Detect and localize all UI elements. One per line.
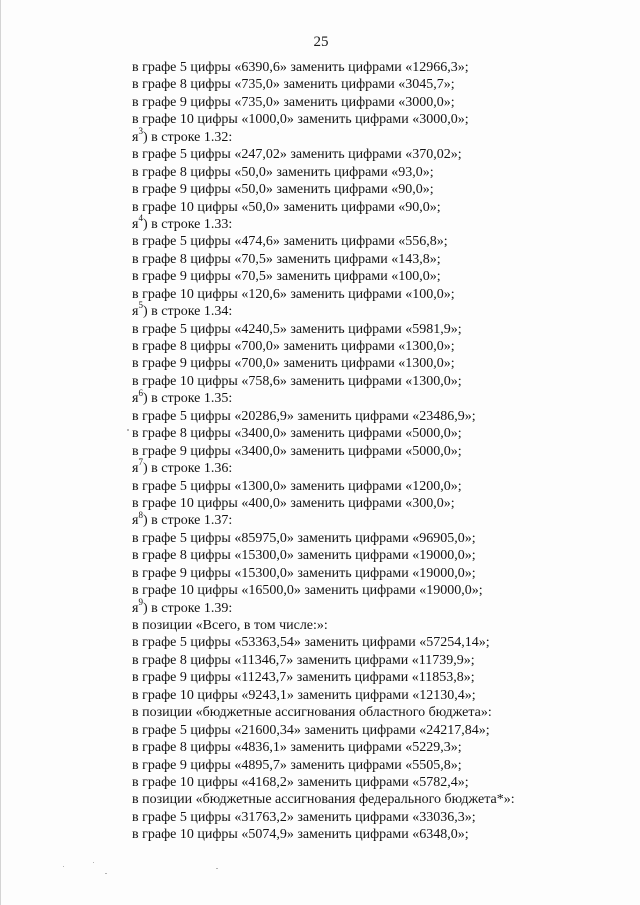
heading-superscript: 9 — [138, 596, 143, 607]
amendment-line: в графе 9 цифры «700,0» заменить цифрами «1300,0»; — [132, 356, 455, 372]
amendment-line: в графе 5 цифры «53363,54» заменить цифрами «57254,14»; — [132, 635, 490, 651]
section-heading — [132, 300, 612, 320]
heading-letter: я — [132, 600, 139, 616]
heading-text: ) в строке 1.39: — [142, 600, 233, 616]
scan-speckle — [63, 866, 64, 867]
heading-letter: я — [132, 461, 139, 477]
amendment-line: в графе 5 цифры «4240,5» заменить цифрами «5981,9»; — [132, 321, 462, 337]
section-heading — [132, 596, 612, 617]
amendment-line: в графе 5 цифры «20286,9» заменить цифрами «23486,9»; — [132, 408, 476, 424]
scan-speckle — [216, 868, 218, 869]
heading-letter: я — [132, 216, 139, 232]
heading-text: ) в строке 1.33: — [142, 216, 233, 232]
section-heading — [132, 509, 612, 529]
amendment-line: в графе 9 цифры «50,0» заменить цифрами «90,0»; — [132, 182, 434, 198]
amendment-line: в графе 8 цифры «15300,0» заменить цифрами «19000,0»; — [132, 548, 476, 564]
amendment-line: в графе 5 цифры «1300,0» заменить цифрами «1200,0»; — [132, 478, 462, 494]
amendment-line: в графе 10 цифры «400,0» заменить цифрами «300,0»; — [132, 495, 455, 511]
amendment-line: в графе 8 цифры «11346,7» заменить цифрами «11739,9»; — [132, 652, 475, 668]
amendment-line: в графе 9 цифры «735,0» заменить цифрами «3000,0»; — [132, 94, 455, 110]
amendment-line: в графе 10 цифры «50,0» заменить цифрами «90,0»; — [132, 199, 441, 215]
amendment-line: в графе 10 цифры «9243,1» заменить цифрами «12130,4»; — [132, 687, 476, 703]
amendment-line: в графе 10 цифры «4168,2» заменить цифрами «5782,4»; — [132, 774, 469, 790]
amendment-line: в позиции «бюджетные ассигнования областного бюджета»: — [132, 705, 492, 721]
heading-text: ) в строке 1.35: — [142, 391, 233, 407]
amendment-line: в графе 10 цифры «5074,9» заменить цифрами «6348,0»; — [132, 827, 469, 843]
heading-superscript: 5 — [138, 300, 143, 311]
heading-superscript: 8 — [138, 509, 143, 520]
heading-superscript: 4 — [138, 213, 143, 224]
amendment-line: в графе 10 цифры «758,6» заменить цифрами «1300,0»; — [132, 373, 462, 389]
heading-letter: я — [132, 513, 139, 529]
amendment-line: в позиции «бюджетные ассигнования федерального бюджета*»: — [132, 792, 515, 808]
amendment-line: в графе 5 цифры «31763,2» заменить цифрами «33036,3»; — [132, 809, 476, 825]
scan-speckle — [105, 873, 107, 874]
amendment-line: в графе 10 цифры «120,6» заменить цифрами «100,0»; — [132, 286, 455, 302]
page-number: 25 — [313, 34, 329, 50]
heading-superscript: 6 — [138, 387, 143, 398]
amendment-line: в графе 8 цифры «4836,1» заменить цифрами «5229,3»; — [132, 740, 462, 756]
amendment-line: в графе 10 цифры «16500,0» заменить цифрами «19000,0»; — [132, 583, 483, 599]
amendment-line: в графе 5 цифры «247,02» заменить цифрами «370,02»; — [132, 147, 462, 163]
heading-text: ) в строке 1.36: — [142, 461, 233, 477]
amendment-line: в графе 9 цифры «3400,0» заменить цифрами «5000,0»; — [132, 443, 462, 459]
heading-superscript: 3 — [138, 126, 143, 137]
amendment-line: в графе 5 цифры «474,6» заменить цифрами «556,8»; — [132, 234, 448, 250]
heading-text: ) в строке 1.37: — [142, 513, 233, 529]
scan-speckle — [93, 862, 94, 863]
heading-text: ) в строке 1.34: — [142, 304, 233, 320]
section-heading — [132, 126, 612, 146]
heading-text: ) в строке 1.32: — [142, 129, 233, 145]
heading-letter: я — [132, 304, 139, 320]
heading-letter: я — [132, 129, 139, 145]
heading-letter: я — [132, 391, 139, 407]
amendment-line: в графе 9 цифры «15300,0» заменить цифрами «19000,0»; — [132, 565, 476, 581]
scan-speckle — [127, 429, 129, 431]
amendment-line: в графе 8 цифры «70,5» заменить цифрами «143,8»; — [132, 251, 441, 267]
amendment-list — [132, 59, 612, 844]
amendment-line: в графе 5 цифры «85975,0» заменить цифрами «96905,0»; — [132, 530, 476, 546]
amendment-line: в графе 5 цифры «6390,6» заменить цифрами «12966,3»; — [132, 60, 469, 75]
amendment-line: в графе 9 цифры «70,5» заменить цифрами «100,0»; — [132, 269, 441, 285]
section-heading — [132, 213, 612, 233]
amendment-line: в графе 10 цифры «1000,0» заменить цифрами «3000,0»; — [132, 112, 469, 128]
amendment-line: в графе 9 цифры «11243,7» заменить цифрами «11853,8»; — [132, 670, 475, 686]
amendment-line: в графе 5 цифры «21600,34» заменить цифрами «24217,84»; — [132, 722, 490, 738]
amendment-line: в позиции «Всего, в том числе:»: — [132, 618, 328, 633]
amendment-line: в графе 8 цифры «3400,0» заменить цифрами «5000,0»; — [132, 426, 462, 442]
amendment-line: в графе 9 цифры «4895,7» заменить цифрами «5505,8»; — [132, 757, 462, 773]
amendment-line: в графе 8 цифры «735,0» заменить цифрами «3045,7»; — [132, 77, 455, 93]
heading-superscript: 7 — [138, 457, 143, 468]
section-heading — [132, 387, 612, 407]
section-heading — [132, 457, 612, 477]
amendment-line: в графе 8 цифры «50,0» заменить цифрами «93,0»; — [132, 164, 434, 180]
amendment-line: в графе 8 цифры «700,0» заменить цифрами «1300,0»; — [132, 339, 455, 354]
